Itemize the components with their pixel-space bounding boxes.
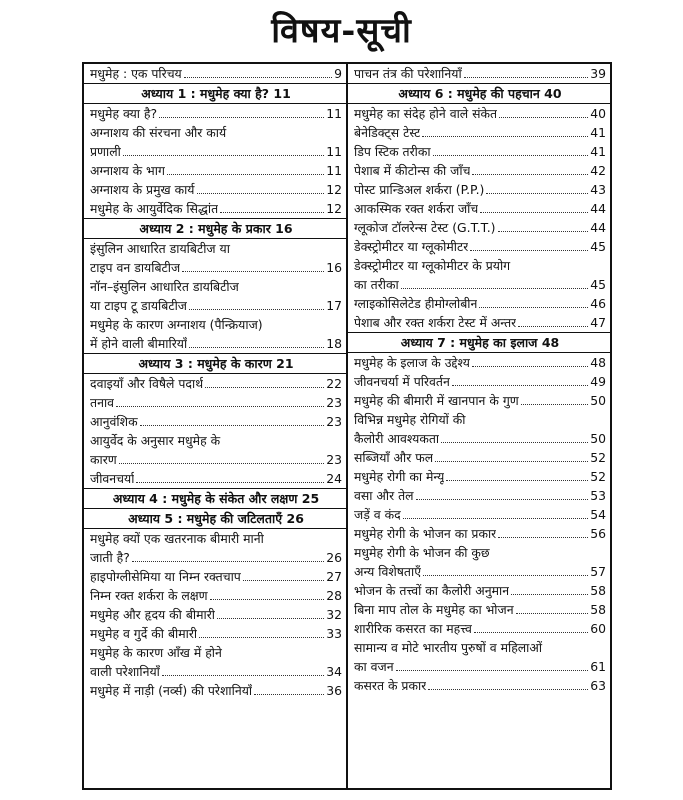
toc-entry-line: विभिन्न मधुमेह रोगियों की (354, 412, 466, 427)
toc-left-column (84, 64, 348, 788)
toc-entry: टाइप वन डायबिटीज 16 (90, 260, 342, 275)
toc-entry: मधुमेह में नाड़ी (नर्व्स) की परेशानियाँ 36 (90, 683, 342, 698)
toc-entry: बिना माप तोल के मधुमेह का भोजन 58 (354, 602, 606, 617)
toc-entry: पेशाब में कीटोन्स की जाँच 42 (354, 163, 606, 178)
chapter-5-heading: अध्याय 5 : मधुमेह की जटिलताएँ 26 (84, 509, 346, 529)
toc-entry-line: अग्नाशय की संरचना और कार्य (90, 125, 227, 140)
toc-entry: अग्नाशय के भाग 11 (90, 163, 342, 178)
toc-entry-line: आयुर्वेद के अनुसार मधुमेह के (90, 433, 221, 448)
toc-entry: का वजन 61 (354, 659, 606, 674)
toc-table (82, 62, 612, 790)
toc-entry-line: डेक्स्ट्रोमीटर या ग्लूकोमीटर के प्रयोग (354, 258, 511, 273)
page-title: विषय-सूची (271, 11, 412, 51)
chapter-1-heading: अध्याय 1 : मधुमेह क्या है? 11 (84, 83, 346, 104)
toc-entry: अग्नाशय के प्रमुख कार्य 12 (90, 182, 342, 197)
toc-entry: जड़ें व कंद 54 (354, 507, 606, 522)
toc-entry: तनाव 23 (90, 395, 342, 410)
toc-entry: पाचन तंत्र की परेशानियाँ 39 (354, 66, 606, 81)
toc-entry: मधुमेह का संदेह होने वाले संकेत 40 (354, 106, 606, 121)
toc-entry: मधुमेह और हृदय की बीमारी 32 (90, 607, 342, 622)
toc-entry: ग्लाइकोसिलेटेड हीमोग्लोबीन 46 (354, 296, 606, 311)
toc-entry: का तरीका 45 (354, 277, 606, 292)
chapter-7-heading: अध्याय 7 : मधुमेह का इलाज 48 (348, 332, 610, 353)
toc-entry: या टाइप टू डायबिटीज 17 (90, 298, 342, 313)
toc-entry: सब्जियाँ और फल 52 (354, 450, 606, 465)
toc-entry: में होने वाली बीमारियाँ 18 (90, 336, 342, 351)
toc-entry: कारण 23 (90, 452, 342, 467)
toc-right-column (348, 64, 610, 788)
toc-entry: मधुमेह : एक परिचय 9 (90, 66, 342, 81)
toc-entry: मधुमेह के आयुर्वेदिक सिद्धांत 12 (90, 201, 342, 216)
toc-entry: पेशाब और रक्त शर्करा टेस्ट में अन्तर 47 (354, 315, 606, 330)
chapter-6-heading: अध्याय 6 : मधुमेह की पहचान 40 (348, 83, 610, 104)
toc-entry: जाती है? 26 (90, 550, 342, 565)
toc-entry: वसा और तेल 53 (354, 488, 606, 503)
toc-entry: डिप स्टिक तरीका 41 (354, 144, 606, 159)
toc-entry: कसरत के प्रकार 63 (354, 678, 606, 693)
toc-entry-line: सामान्य व मोटे भारतीय पुरुषों व महिलाओं (354, 640, 543, 655)
toc-entry: आनुवंशिक 23 (90, 414, 342, 429)
toc-entry: हाइपोग्लीसेमिया या निम्न रक्तचाप 27 (90, 569, 342, 584)
toc-entry: प्रणाली 11 (90, 144, 342, 159)
toc-entry: मधुमेह रोगी का मेन्यू 52 (354, 469, 606, 484)
toc-entry: मधुमेह के इलाज के उद्देश्य 48 (354, 355, 606, 370)
toc-entry-line: मधुमेह के कारण आँख में होने (90, 645, 222, 660)
toc-entry: मधुमेह क्या है? 11 (90, 106, 342, 121)
chapter-2-heading: अध्याय 2 : मधुमेह के प्रकार 16 (84, 218, 346, 239)
toc-entry: बेनेडिक्ट्स टेस्ट 41 (354, 125, 606, 140)
toc-entry: शारीरिक कसरत का महत्त्व 60 (354, 621, 606, 636)
toc-entry-line: मधुमेह के कारण अग्नाशय (पैन्क्रियाज) (90, 317, 263, 332)
toc-entry-line: मधुमेह रोगी के भोजन की कुछ (354, 545, 490, 560)
chapter-4-heading: अध्याय 4 : मधुमेह के संकेत और लक्षण 25 (84, 488, 346, 509)
toc-entry: भोजन के तत्त्वों का कैलोरी अनुमान 58 (354, 583, 606, 598)
toc-entry: दवाइयाँ और विषैले पदार्थ 22 (90, 376, 342, 391)
toc-entry-line: इंसुलिन आधारित डायबिटीज या (90, 241, 230, 256)
toc-entry-line: मधुमेह क्यों एक खतरनाक बीमारी मानी (90, 531, 264, 546)
toc-entry: कैलोरी आवश्यकता 50 (354, 431, 606, 446)
toc-entry: मधुमेह की बीमारी में खानपान के गुण 50 (354, 393, 606, 408)
toc-entry: अन्य विशेषताएँ 57 (354, 564, 606, 579)
toc-entry: जीवनचर्या में परिवर्तन 49 (354, 374, 606, 389)
toc-entry: मधुमेह रोगी के भोजन का प्रकार 56 (354, 526, 606, 541)
toc-entry: डेक्स्ट्रोमीटर या ग्लूकोमीटर 45 (354, 239, 606, 254)
toc-entry: जीवनचर्या 24 (90, 471, 342, 486)
toc-entry: ग्लूकोज टॉलरेन्स टेस्ट (G.T.T.) 44 (354, 220, 606, 235)
chapter-3-heading: अध्याय 3 : मधुमेह के कारण 21 (84, 353, 346, 374)
toc-entry: आकस्मिक रक्त शर्करा जाँच 44 (354, 201, 606, 216)
toc-entry: निम्न रक्त शर्करा के लक्षण 28 (90, 588, 342, 603)
toc-entry: मधुमेह व गुर्दे की बीमारी 33 (90, 626, 342, 641)
toc-entry: पोस्ट प्रान्डिअल शर्करा (P.P.) 43 (354, 182, 606, 197)
toc-entry-line: नॉन–इंसुलिन आधारित डायबिटीज (90, 279, 239, 294)
toc-entry: वाली परेशानियाँ 34 (90, 664, 342, 679)
